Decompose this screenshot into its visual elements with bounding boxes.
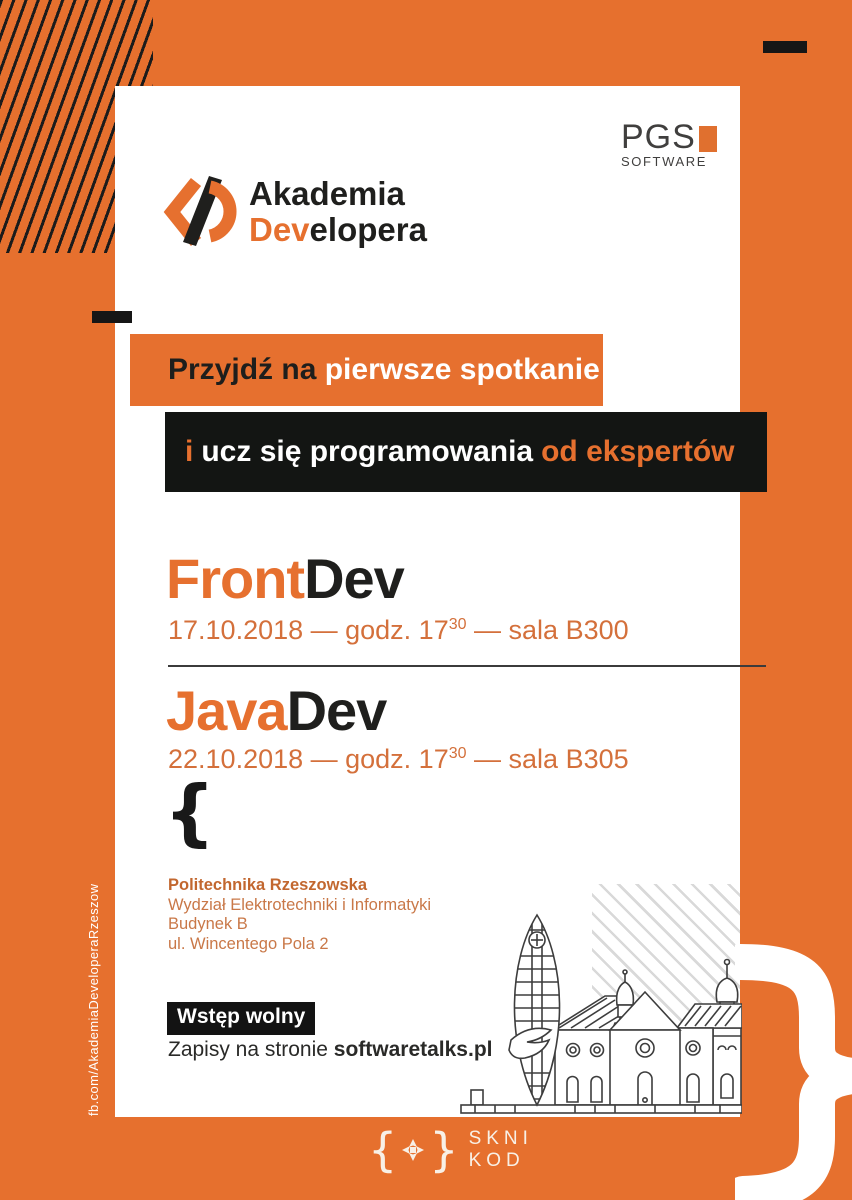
headline-part-dark: Przyjdź na	[168, 353, 317, 386]
curly-brace-decoration: {	[164, 770, 216, 854]
event1-title-rest: Dev	[304, 547, 404, 610]
brand-line2	[249, 212, 427, 248]
pgs-logo-subtext: SOFTWARE	[621, 154, 707, 169]
event1-time-superscript: 30	[448, 616, 467, 633]
event1-date-prefix: 17.10.2018 — godz. 17	[168, 615, 449, 645]
headline-part-light: pierwsze spotkanie	[324, 353, 600, 386]
event2-title	[166, 678, 386, 743]
skni-line2: KOD	[468, 1150, 525, 1171]
skni-line1: SKNI	[468, 1128, 533, 1149]
brand-line2-rest: elopera	[309, 211, 427, 248]
event1-title-accent: Front	[166, 547, 305, 610]
section-divider-line	[168, 665, 766, 667]
pgs-orange-square-icon	[699, 126, 717, 152]
venue-address	[168, 876, 431, 954]
headline2-light: ucz się programowania	[201, 435, 534, 468]
facebook-url-vertical: fb.com/AkademiaDeveloperaRzeszow	[86, 883, 101, 1116]
headline2-accent-i: i	[185, 435, 194, 468]
headline2-accent-rest: od ekspertów	[541, 435, 735, 468]
skni-brace-open: {	[368, 1123, 398, 1177]
signup-prefix: Zapisy na stronie	[168, 1038, 328, 1061]
pgs-software-logo	[621, 118, 717, 169]
code-brackets-logo-icon	[160, 174, 242, 248]
brand-line2-accent: Dev	[249, 211, 310, 248]
event2-date-prefix: 22.10.2018 — godz. 17	[168, 744, 449, 774]
venue-building: Budynek B	[168, 915, 248, 933]
brand-line1: Akademia	[249, 175, 405, 212]
event2-title-accent: Java	[166, 679, 287, 742]
skni-kod-logo	[368, 1123, 533, 1177]
white-brace-decoration	[735, 940, 852, 1200]
event2-time-superscript: 30	[448, 745, 467, 762]
free-entry-badge: Wstęp wolny	[167, 1002, 315, 1035]
skni-wordmark	[469, 1128, 533, 1172]
event2-date	[168, 744, 629, 775]
venue-name: Politechnika Rzeszowska	[168, 876, 367, 894]
black-bar-decoration-top	[763, 41, 807, 53]
headline-banner-black	[165, 412, 767, 492]
rzeszow-landmarks-illustration	[455, 878, 742, 1114]
signup-line	[168, 1038, 493, 1062]
pgs-logo-text: PGS	[621, 118, 696, 156]
event2-title-rest: Dev	[286, 679, 387, 742]
venue-street: ul. Wincentego Pola 2	[168, 934, 329, 953]
event1-date	[168, 615, 629, 646]
event1-title	[166, 546, 404, 611]
headline-banner-orange	[130, 334, 603, 406]
cross-pattee-icon	[401, 1138, 425, 1162]
black-dash-decoration	[92, 311, 132, 323]
event1-room: — sala B300	[474, 615, 629, 645]
skni-brace-close: }	[429, 1123, 459, 1177]
venue-faculty: Wydział Elektrotechniki i Informatyki	[168, 895, 432, 914]
event2-room: — sala B305	[474, 744, 629, 774]
brand-wordmark	[249, 176, 427, 248]
signup-website: softwaretalks.pl	[333, 1038, 493, 1061]
